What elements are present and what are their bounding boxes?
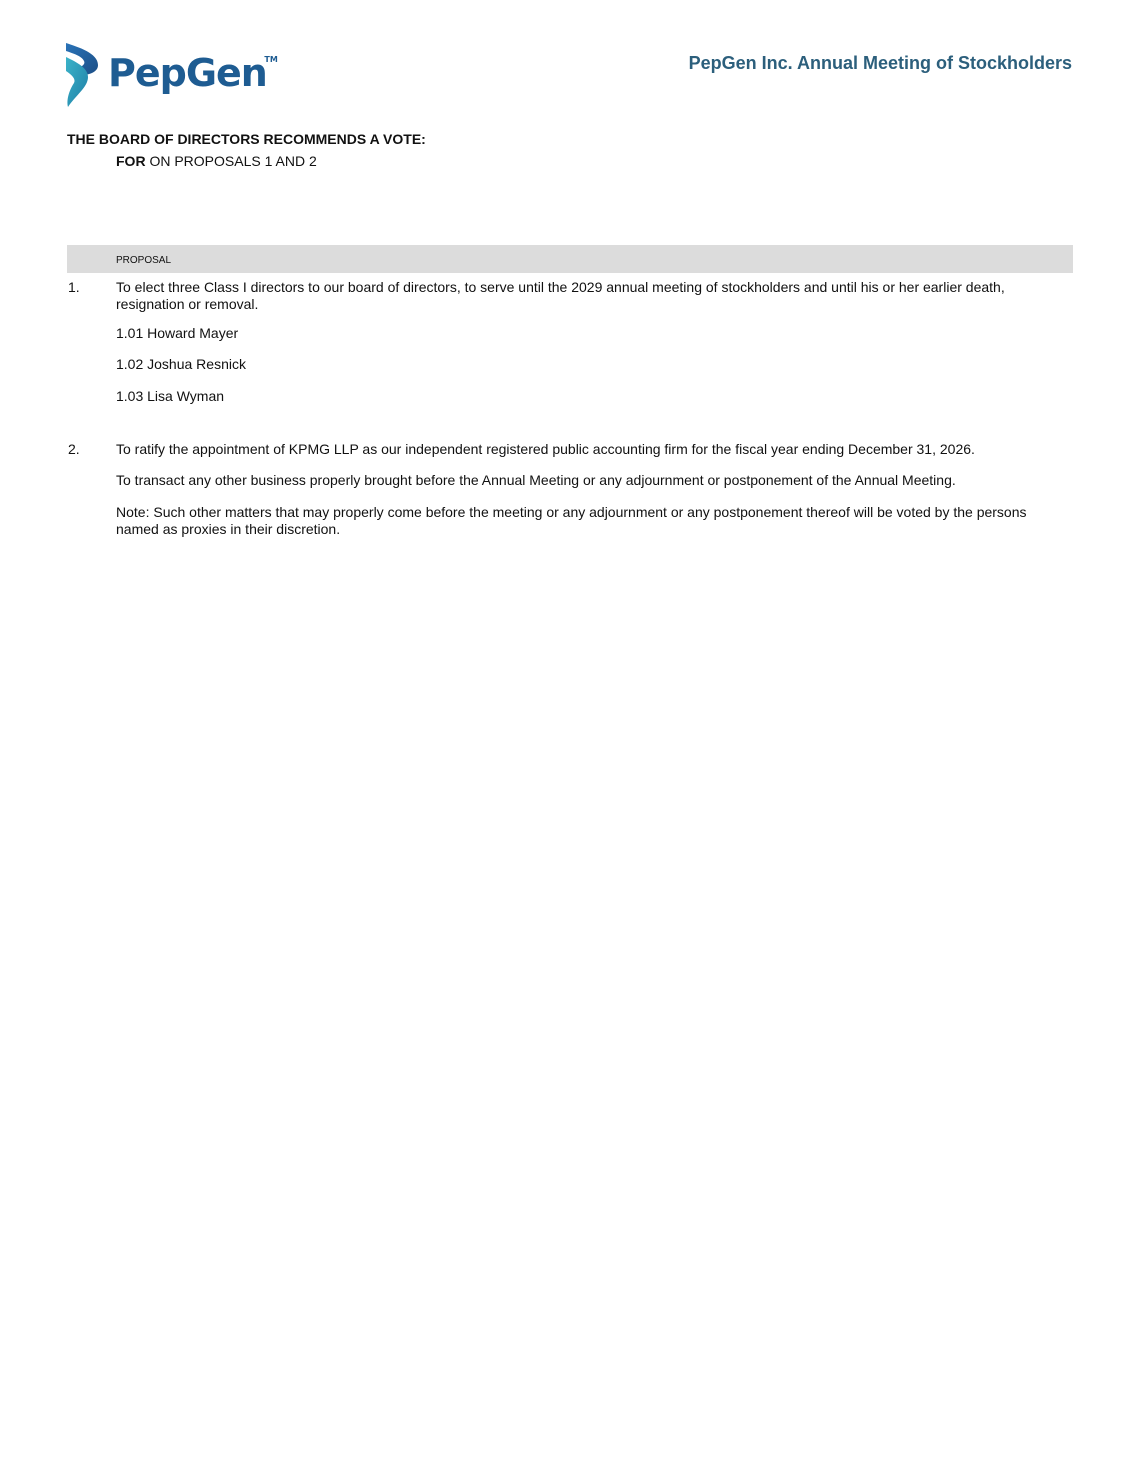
proposal-2-number: 2. xyxy=(68,441,80,457)
proposal-1-text: To elect three Class I directors to our board of directors, to serve until the 2029 annual meeting of stockholders and until his or her earlier death, resignation or removal. xyxy=(116,279,1005,312)
for-label: FOR xyxy=(116,153,146,169)
pepgen-mark-icon xyxy=(64,43,100,107)
other-business-text: To transact any other business properly brought before the Annual Meeting or any adjournment or postponement of the Annual Meeting. xyxy=(116,472,956,488)
trademark-mark: TM xyxy=(264,55,278,64)
nominee-3: 1.03 Lisa Wyman xyxy=(116,388,225,404)
proposal-header-bar xyxy=(67,245,1073,273)
recommendation-heading: THE BOARD OF DIRECTORS RECOMMENDS A VOTE: xyxy=(67,131,426,147)
logo-wordmark: PepGen TM xyxy=(108,51,278,95)
nominee-1: 1.01 Howard Mayer xyxy=(116,325,239,341)
proposal-column-header: PROPOSAL xyxy=(116,255,172,266)
nominee-2: 1.02 Joshua Resnick xyxy=(116,356,246,372)
proposal-1-number: 1. xyxy=(68,279,80,295)
recommendation-line xyxy=(116,153,317,169)
meeting-title: PepGen Inc. Annual Meeting of Stockholders xyxy=(688,53,1072,73)
for-text: ON PROPOSALS 1 AND 2 xyxy=(149,153,317,169)
pepgen-logo xyxy=(64,42,278,108)
note-text: Note: Such other matters that may properly come before the meeting or any adjournment or any postponement thereof will be voted by the persons named as proxies in their discretion. xyxy=(116,504,1027,537)
proposal-2-text: To ratify the appointment of KPMG LLP as our independent registered public accounting firm for the fiscal year ending December 31, 2026. xyxy=(116,441,975,457)
